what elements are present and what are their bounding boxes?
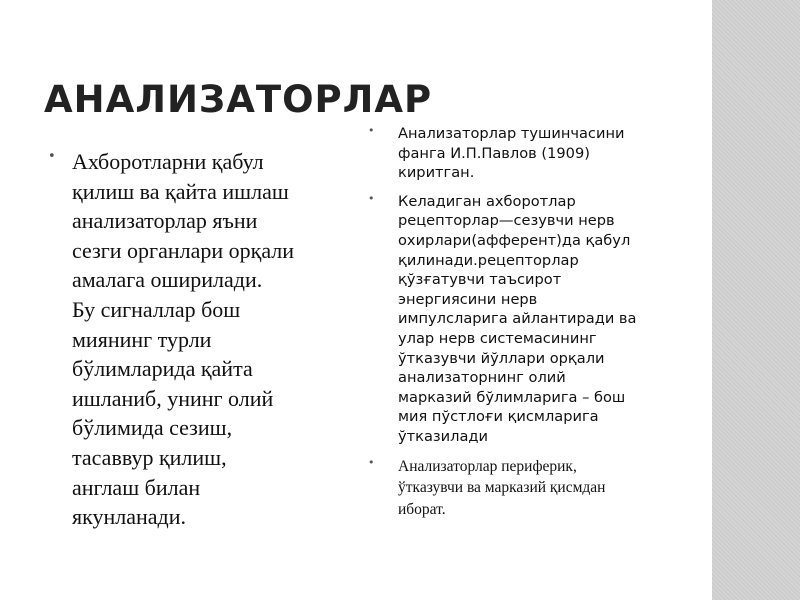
bullet-icon: • xyxy=(368,455,375,469)
bullet-icon: • xyxy=(48,149,56,164)
slide-title: АНАЛИЗАТОРЛАР xyxy=(44,78,433,121)
list-item xyxy=(48,147,348,532)
list-item xyxy=(368,192,688,447)
right-column xyxy=(368,124,688,529)
bullet-icon: • xyxy=(368,124,375,137)
left-column xyxy=(48,147,348,532)
list-item xyxy=(368,124,688,183)
decorative-side-bar xyxy=(712,0,800,600)
right-bullet-text-2: Келадиган ахборотлар рецепторлар—сезувчи нерв охирлари(афферент)да қабул қилинади.рецепторлар қўзғатувчи таъсирот энергиясини нерв импулсларига айлантиради ва улар нерв системасининг ўтказувчи йўллари орқали анализаторнинг олий марказий бўлимларига – бош мия пўстлоғи қисмларига ўтказилади xyxy=(398,192,637,445)
left-bullet-text: Ахборотларни қабул қилиш ва қайта ишлаш анализаторлар яъни сезги органлари орқали амалага оширилади. Бу сигналлар бош миянинг турли бўлимларида қайта ишланиб, унинг олий бўлимида сезиш, тасаввур қилиш, англаш билан якунланади. xyxy=(72,149,295,530)
bullet-icon: • xyxy=(368,191,375,205)
list-item xyxy=(368,456,688,521)
right-bullet-text-3: Анализаторлар периферик, ўтказувчи ва марказий қисмдан иборат. xyxy=(398,457,606,518)
right-bullet-text-1: Анализаторлар тушинчасини фанга И.П.Павлов (1909) киритган. xyxy=(398,125,625,182)
